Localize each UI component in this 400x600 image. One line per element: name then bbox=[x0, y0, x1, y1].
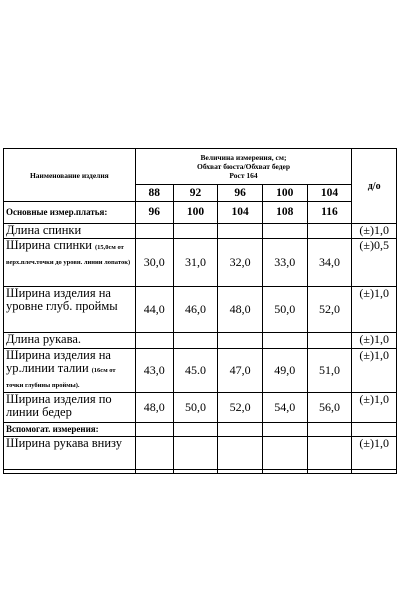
empty-cell bbox=[173, 423, 218, 437]
empty-cell bbox=[218, 423, 263, 437]
measure-header bbox=[135, 149, 352, 185]
measurement-value: 32,0 bbox=[218, 239, 263, 287]
aux-measurement-row bbox=[4, 437, 397, 470]
measurement-name-cell bbox=[4, 393, 136, 423]
aux-measurements-label: Вспомогат. измерения: bbox=[4, 423, 136, 437]
hip-size-row bbox=[4, 202, 397, 224]
measurement-row bbox=[4, 333, 397, 349]
tolerance-value: (±)1,0 bbox=[352, 333, 397, 349]
measurement-table-wrapper bbox=[3, 148, 397, 474]
tolerance-value: (±)1,0 bbox=[352, 393, 397, 423]
measurement-name: Длина спинки bbox=[6, 223, 82, 237]
empty-cell bbox=[135, 423, 173, 437]
measurement-row bbox=[4, 239, 397, 287]
name-column-header: Наименование изделия bbox=[4, 149, 136, 202]
bust-size: 92 bbox=[173, 185, 218, 202]
measurement-value bbox=[173, 437, 218, 470]
measurement-name-cell bbox=[4, 224, 136, 239]
bust-size: 100 bbox=[262, 185, 307, 202]
empty-cell bbox=[307, 423, 352, 437]
measurement-value bbox=[262, 437, 307, 470]
measurement-note: (15,0см от верх.плеч.точки до уровн. линии лопаток) bbox=[6, 244, 131, 266]
tolerance-value: (±)1,0 bbox=[352, 287, 397, 333]
aux-label-row bbox=[4, 423, 397, 437]
tolerance-value: (±)1,0 bbox=[352, 224, 397, 239]
measurement-value bbox=[218, 224, 263, 239]
basic-measurements-label: Основные измер.платья: bbox=[4, 202, 136, 224]
measurement-value: 49,0 bbox=[262, 349, 307, 393]
measurement-name: Ширина изделия на уровне глуб. проймы bbox=[6, 286, 118, 313]
trailing-empty-row bbox=[4, 470, 397, 474]
measurement-value: 44,0 bbox=[135, 287, 173, 333]
measurement-value bbox=[262, 333, 307, 349]
empty-cell bbox=[262, 470, 307, 474]
measurement-value bbox=[307, 224, 352, 239]
hip-size: 104 bbox=[218, 202, 263, 224]
measurement-value: 48,0 bbox=[135, 393, 173, 423]
measurement-value bbox=[135, 333, 173, 349]
tolerance-column-header: д/о bbox=[352, 149, 397, 224]
measurement-name-cell bbox=[4, 333, 136, 349]
empty-cell bbox=[218, 470, 263, 474]
bust-size: 96 bbox=[218, 185, 263, 202]
measurement-value bbox=[135, 224, 173, 239]
measurement-value: 52,0 bbox=[307, 287, 352, 333]
empty-cell bbox=[4, 470, 136, 474]
tolerance-value: (±)0,5 bbox=[352, 239, 397, 287]
empty-cell bbox=[173, 470, 218, 474]
measurement-value: 47,0 bbox=[218, 349, 263, 393]
measurement-value: 43,0 bbox=[135, 349, 173, 393]
measurement-row bbox=[4, 349, 397, 393]
empty-cell bbox=[352, 470, 397, 474]
measurement-value: 51,0 bbox=[307, 349, 352, 393]
measure-header-line: Обхват бюста/Обхват бедер bbox=[197, 162, 291, 171]
empty-cell bbox=[262, 423, 307, 437]
measurement-value bbox=[307, 333, 352, 349]
measurement-value: 45.0 bbox=[173, 349, 218, 393]
measurement-value bbox=[135, 437, 173, 470]
hip-size: 116 bbox=[307, 202, 352, 224]
hip-size: 108 bbox=[262, 202, 307, 224]
measurement-value: 50,0 bbox=[173, 393, 218, 423]
measurement-note: (16см от точки глубины проймы). bbox=[6, 367, 116, 389]
hip-size: 96 bbox=[135, 202, 173, 224]
empty-cell bbox=[307, 470, 352, 474]
aux-measurement-name: Ширина рукава внизу bbox=[4, 437, 136, 470]
measurement-row bbox=[4, 287, 397, 333]
measurement-table bbox=[3, 148, 397, 474]
empty-cell bbox=[352, 423, 397, 437]
measurement-row bbox=[4, 224, 397, 239]
measurement-value: 54,0 bbox=[262, 393, 307, 423]
measurement-value: 33,0 bbox=[262, 239, 307, 287]
measurement-value bbox=[218, 437, 263, 470]
bust-size: 88 bbox=[135, 185, 173, 202]
measurement-value bbox=[173, 224, 218, 239]
tolerance-value: (±)1,0 bbox=[352, 349, 397, 393]
bust-size: 104 bbox=[307, 185, 352, 202]
measurement-value: 52,0 bbox=[218, 393, 263, 423]
measurement-value: 50,0 bbox=[262, 287, 307, 333]
measurement-value: 30,0 bbox=[135, 239, 173, 287]
measurement-name-cell bbox=[4, 287, 136, 333]
empty-cell bbox=[135, 470, 173, 474]
measurement-value: 31,0 bbox=[173, 239, 218, 287]
measure-header-line: Величина измерения, см; bbox=[200, 153, 287, 162]
hip-size: 100 bbox=[173, 202, 218, 224]
measurement-name: Ширина изделия на ур.линии талии bbox=[6, 348, 111, 375]
measurement-name: Ширина изделия по линии бедер bbox=[6, 392, 112, 419]
measurement-value: 56,0 bbox=[307, 393, 352, 423]
measurement-value: 34,0 bbox=[307, 239, 352, 287]
measurement-value bbox=[173, 333, 218, 349]
measure-header-line: Рост 164 bbox=[229, 171, 258, 180]
measurement-name: Ширина спинки bbox=[6, 238, 92, 252]
measurement-name-cell bbox=[4, 239, 136, 287]
tolerance-value: (±)1,0 bbox=[352, 437, 397, 470]
measurement-value bbox=[262, 224, 307, 239]
measurement-value bbox=[218, 333, 263, 349]
measurement-value: 46,0 bbox=[173, 287, 218, 333]
header-row-measure bbox=[4, 149, 397, 185]
measurement-value: 48,0 bbox=[218, 287, 263, 333]
measurement-row bbox=[4, 393, 397, 423]
measurement-name: Длина рукава. bbox=[6, 332, 81, 346]
measurement-name-cell bbox=[4, 349, 136, 393]
measurement-value bbox=[307, 437, 352, 470]
